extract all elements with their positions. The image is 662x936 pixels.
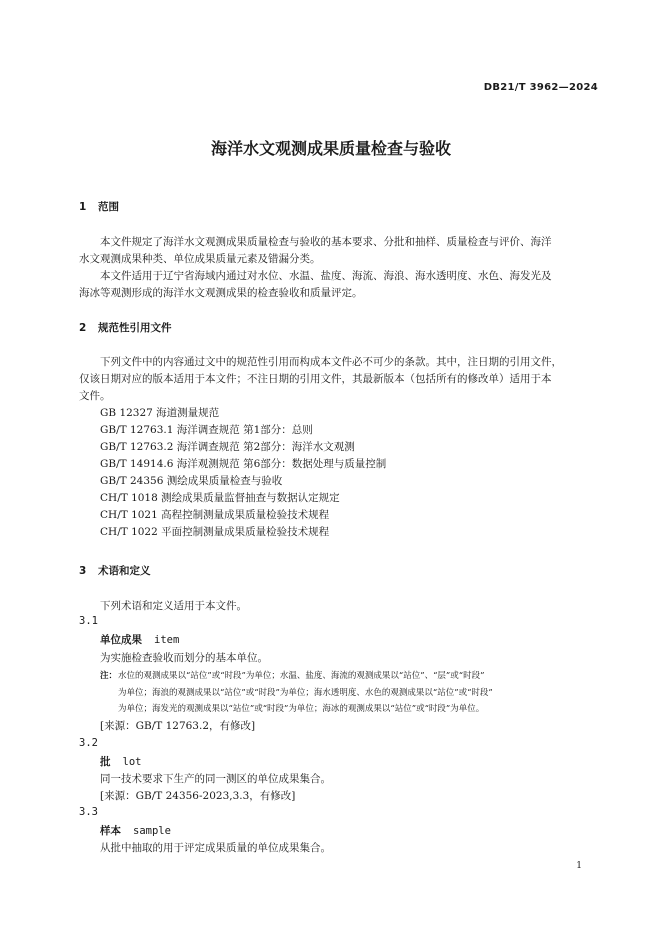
section-1-heading: [79, 199, 119, 214]
term-definition: 为实施检查验收而划分的基本单位。: [100, 652, 268, 664]
term-definition: 同一技术要求下生产的同一测区的单位成果集合。: [100, 773, 331, 785]
paragraph-line: 文件。: [79, 390, 111, 402]
term-english: item: [154, 634, 180, 646]
term-english: sample: [133, 825, 171, 837]
reference-item: GB/T 12763.1 海洋调查规范 第1部分：总则: [100, 424, 313, 436]
note-label: 注：: [100, 671, 118, 681]
paragraph-line: 海冰等观测形成的海洋水文观测成果的检查验收和质量评定。: [79, 287, 363, 299]
term-definition: 从批中抽取的用于评定成果质量的单位成果集合。: [100, 842, 331, 854]
note-line: 为单位；海发光的观测成果以“站位”或“时段”为单位；海冰的观测成果以“站位”或“时段”为单位。: [118, 704, 485, 714]
standard-code: DB21/T 3962—2024: [483, 82, 598, 93]
term-name: 批: [100, 756, 111, 768]
reference-item: CH/T 1022 平面控制测量成果质量检验技术规程: [100, 526, 330, 538]
note-line: 为单位；海浪的观测成果以“站位”或“时段”为单位；海水透明度、水色的观测成果以“站位”或“时段”: [118, 688, 493, 698]
paragraph-line: 仅该日期对应的版本适用于本文件；不注日期的引用文件，其最新版本（包括所有的修改单）适用于本: [79, 373, 552, 385]
reference-item: GB/T 12763.2 海洋调查规范 第2部分：海洋水文观测: [100, 441, 355, 453]
reference-item: GB/T 24356 测绘成果质量检查与验收: [100, 475, 283, 487]
term-number: 3.2: [79, 737, 98, 749]
paragraph-line: 水文观测成果种类、单位成果质量元素及错漏分类。: [79, 253, 321, 265]
section-title: 规范性引用文件: [98, 322, 172, 334]
term-source: [来源：GB/T 24356-2023,3.3，有修改]: [100, 790, 296, 802]
note-line: 水位的观测成果以“站位”或“时段”为单位；水温、盐度、海流的观测成果以“站位”、“层”或“时段”: [118, 671, 485, 681]
paragraph-line: 本文件适用于辽宁省海域内通过对水位、水温、盐度、海流、海浪、海水透明度、水色、海发光及: [100, 270, 552, 282]
section-number: 1: [79, 201, 87, 213]
document-title: 海洋水文观测成果质量检查与验收: [210, 139, 451, 158]
term-name: 单位成果: [100, 634, 142, 646]
section-number: 2: [79, 322, 87, 334]
reference-item: CH/T 1018 测绘成果质量监督抽查与数据认定规定: [100, 492, 340, 504]
term-heading: [100, 754, 141, 769]
section-3-heading: [79, 563, 151, 578]
paragraph-line: 下列文件中的内容通过文中的规范性引用而构成本文件必不可少的条款。其中，注日期的引用文件，: [100, 356, 562, 368]
section-2-heading: [79, 320, 172, 335]
term-heading: [100, 823, 171, 838]
term-name: 样本: [100, 825, 121, 837]
reference-item: CH/T 1021 高程控制测量成果质量检验技术规程: [100, 509, 330, 521]
paragraph-line: 本文件规定了海洋水文观测成果质量检查与验收的基本要求、分批和抽样、质量检查与评价、海洋: [100, 236, 552, 248]
reference-item: GB 12327 海道测量规范: [100, 407, 220, 419]
term-number: 3.3: [79, 806, 98, 818]
section-title: 范围: [98, 201, 119, 213]
section-title: 术语和定义: [98, 565, 151, 577]
term-number: 3.1: [79, 615, 98, 627]
reference-item: GB/T 14914.6 海洋观测规范 第6部分：数据处理与质量控制: [100, 458, 387, 470]
section-number: 3: [79, 565, 87, 577]
term-english: lot: [122, 756, 142, 768]
paragraph-line: 下列术语和定义适用于本文件。: [100, 600, 247, 612]
page-number: 1: [576, 861, 582, 871]
term-heading: [100, 632, 179, 647]
term-source: [来源：GB/T 12763.2，有修改]: [100, 720, 256, 732]
